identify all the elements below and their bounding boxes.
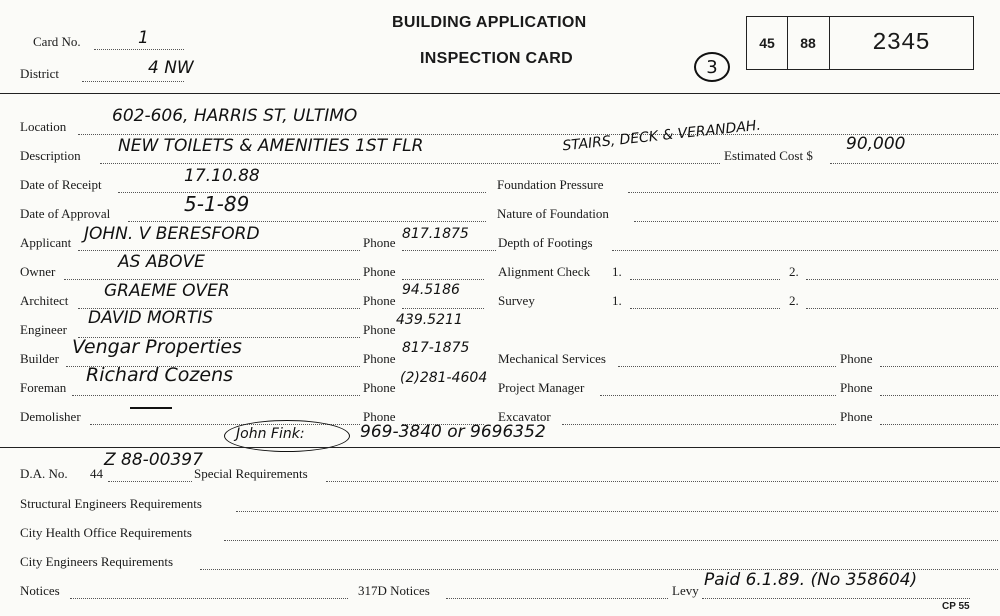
date-of-approval-line (128, 221, 486, 222)
applicant-value: JOHN. V BERESFORD (84, 224, 260, 244)
levy-label: Levy (672, 583, 699, 598)
estimated-cost-line (830, 163, 998, 164)
box-cell-b: 88 (800, 35, 816, 51)
circled-number-value: 3 (706, 56, 718, 78)
form-title-line1: BUILDING APPLICATION (392, 14, 587, 31)
depth-of-footings-label: Depth of Footings (498, 235, 593, 250)
levy-line (702, 598, 970, 599)
mechanical-services-phone-label: Phone (840, 351, 873, 366)
date-of-approval-label: Date of Approval (20, 206, 111, 221)
footer-rule (0, 447, 1000, 448)
engineer-label: Engineer (20, 322, 67, 337)
description-label: Description (20, 148, 81, 163)
builder-phone-value: 817-1875 (402, 340, 470, 356)
da-no-label: D.A. No. (20, 466, 68, 481)
estimated-cost-value: 90,000 (846, 134, 906, 154)
nature-of-foundation-label: Nature of Foundation (497, 206, 609, 221)
demolisher-phone-label: Phone (363, 409, 396, 424)
engineer-phone-value: 439.5211 (396, 312, 463, 328)
builder-value: Vengar Properties (72, 336, 242, 358)
project-manager-label: Project Manager (498, 380, 585, 395)
builder-phone-label: Phone (363, 351, 396, 366)
project-manager-line (600, 395, 836, 396)
health-label: City Health Office Requirements (20, 525, 192, 540)
levy-value: Paid 6.1.89. (No 358604) (704, 570, 918, 590)
excavator-phone-line (880, 424, 998, 425)
location-value: 602-606, HARRIS ST, ULTIMO (112, 106, 358, 126)
description-line (100, 163, 720, 164)
contact-phones: 969-3840 or 9696352 (360, 422, 546, 442)
notices-line (70, 598, 348, 599)
applicant-line (78, 250, 360, 251)
engineer-phone-label: Phone (363, 322, 396, 337)
excavator-phone-label: Phone (840, 409, 873, 424)
card-no-label: Card No. (33, 34, 81, 49)
da-no-line (108, 481, 192, 482)
mechanical-services-label: Mechanical Services (498, 351, 606, 366)
form-code: CP 55 (942, 601, 970, 612)
notices-317d-label: 317D Notices (358, 583, 430, 598)
architect-phone-value: 94.5186 (402, 282, 460, 298)
project-manager-phone-line (880, 395, 998, 396)
card-no-value: 1 (138, 28, 149, 48)
district-line (82, 81, 184, 82)
box-cell-a: 45 (759, 35, 775, 51)
structural-label: Structural Engineers Requirements (20, 496, 202, 511)
foreman-phone-value: (2)281-4604 (400, 370, 488, 386)
contact-name: John Fink: (236, 426, 305, 442)
special-requirements-line (326, 481, 998, 482)
form-title-line2: INSPECTION CARD (420, 50, 573, 67)
district-label: District (20, 66, 59, 81)
location-label: Location (20, 119, 67, 134)
city-engineers-label: City Engineers Requirements (20, 554, 174, 569)
card-number-box (746, 16, 974, 70)
date-of-receipt-line (118, 192, 486, 193)
special-requirements-label: Special Requirements (194, 466, 308, 481)
architect-phone-label: Phone (363, 293, 396, 308)
architect-label: Architect (20, 293, 69, 308)
alignment-check-line1 (630, 279, 780, 280)
applicant-phone-label: Phone (363, 235, 396, 250)
depth-of-footings-line (612, 250, 998, 251)
survey-label: Survey (498, 293, 535, 308)
date-of-receipt-label: Date of Receipt (20, 177, 102, 192)
demolisher-dash (130, 407, 172, 409)
demolisher-label: Demolisher (20, 409, 81, 424)
owner-line (64, 279, 360, 280)
project-manager-phone-label: Phone (840, 380, 873, 395)
date-of-receipt-value: 17.10.88 (184, 166, 260, 186)
survey-num1: 1. (612, 293, 622, 308)
structural-line (236, 511, 998, 512)
da-no-value: Z 88-00397 (104, 450, 203, 470)
notices-317d-line (446, 598, 668, 599)
builder-label: Builder (20, 351, 59, 366)
survey-line1 (630, 308, 780, 309)
box-cell-number: 2345 (872, 29, 930, 57)
date-of-approval-value: 5-1-89 (184, 192, 250, 216)
foreman-label: Foreman (20, 380, 67, 395)
circled-number (694, 52, 730, 82)
description-note: STAIRS, DECK & VERANDAH. (561, 117, 762, 155)
notices-label: Notices (20, 583, 60, 598)
owner-value: AS ABOVE (118, 252, 205, 272)
mechanical-services-line (618, 366, 836, 367)
excavator-line (562, 424, 836, 425)
applicant-label: Applicant (20, 235, 72, 250)
foreman-value: Richard Cozens (86, 364, 234, 386)
foreman-line (72, 395, 360, 396)
excavator-label: Excavator (498, 409, 551, 424)
district-value: 4 NW (148, 58, 194, 78)
foundation-pressure-label: Foundation Pressure (497, 177, 604, 192)
architect-phone-line (402, 308, 484, 309)
owner-phone-label: Phone (363, 264, 396, 279)
foundation-pressure-line (628, 192, 998, 193)
survey-line2 (806, 308, 998, 309)
alignment-check-num2: 2. (789, 264, 799, 279)
engineer-value: DAVID MORTIS (88, 308, 214, 328)
owner-label: Owner (20, 264, 56, 279)
da-no-prefix: 44 (90, 466, 103, 481)
health-line (224, 540, 998, 541)
applicant-phone-line (402, 250, 496, 251)
applicant-phone-value: 817.1875 (402, 226, 469, 242)
mechanical-services-phone-line (880, 366, 998, 367)
nature-of-foundation-line (634, 221, 998, 222)
owner-phone-line (402, 279, 484, 280)
survey-num2: 2. (789, 293, 799, 308)
foreman-phone-label: Phone (363, 380, 396, 395)
alignment-check-label: Alignment Check (498, 264, 591, 279)
card-no-line (94, 49, 184, 50)
alignment-check-line2 (806, 279, 998, 280)
description-value: NEW TOILETS & AMENITIES 1ST FLR (118, 136, 424, 156)
alignment-check-num1: 1. (612, 264, 622, 279)
estimated-cost-label: Estimated Cost $ (724, 148, 813, 163)
header-rule (0, 93, 1000, 94)
architect-value: GRAEME OVER (104, 281, 230, 301)
